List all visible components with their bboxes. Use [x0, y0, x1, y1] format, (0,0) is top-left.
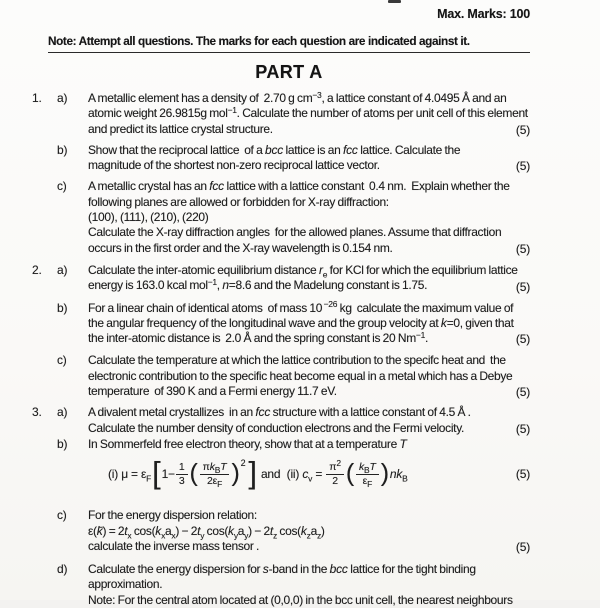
question-body — [88, 143, 530, 174]
question-number: 2. — [32, 262, 42, 277]
marks-label: (5) — [515, 421, 530, 436]
question-number — [32, 562, 57, 608]
marks-label: (5) — [515, 540, 530, 555]
question-number-block — [32, 508, 88, 554]
question-1c — [32, 179, 530, 255]
question-3a — [32, 405, 530, 436]
question-2c — [32, 353, 530, 399]
question-text: Calculate the energy dispersion for s-band in the bcc lattice for the tight binding approximation. Note: For the central atom located at (0,0,0) in the bcc unit cell, the nearest neighbours — [88, 562, 513, 607]
question-body — [88, 562, 530, 608]
question-body — [88, 437, 530, 496]
question-text: Calculate the temperature at which the lattice contribution to the specifc heat and the electronic contribution to the specific heat become equal in a metal which has a Debye temperature of 390 K and a Fermi energy 11.7 eV. — [88, 353, 513, 399]
question-3d — [32, 562, 530, 608]
question-number-block — [32, 179, 88, 255]
part-a-title: PART A — [255, 62, 323, 82]
question-3b — [32, 437, 530, 496]
question-text: Calculate the inter-atomic equilibrium distance $r_e$ for KCl for which the equilibrium lattice energy is 163.0 kcal mol$^{-1}$, n=8.6 and the Madelung constant is 1.75. — [88, 262, 518, 293]
question-number-block — [32, 562, 88, 608]
question-body — [88, 301, 530, 347]
marks-label: (5) — [515, 385, 530, 400]
question-number — [32, 143, 57, 174]
question-text: For the energy dispersion relation: — [88, 508, 257, 523]
question-letter: c) — [57, 508, 67, 523]
question-text: A metallic element has a density of 2.70 g $cm^{-3}$, a lattice constant of 4.0495 Å and an atomic weight 26.9815g mol$^{-1}$. Calculate the number of atoms per unit cell of this element and predict its lattice crystal structure. — [88, 89, 528, 136]
question-letter: b) — [57, 300, 68, 315]
question-text: Show that the reciprocal lattice of a bcc lattice is an fcc lattice. Calculate the magnitude of the shortest non-zero reciprocal lattice vector. — [88, 142, 461, 173]
question-number: 1. — [32, 91, 42, 105]
note-instruction: Note: Attempt all questions. The marks for each question are indicated against it. — [48, 34, 530, 53]
question-number-block — [32, 91, 88, 137]
question-body — [88, 179, 530, 255]
question-number — [32, 437, 57, 496]
marks-label: (5) — [515, 279, 530, 294]
question-text: calculate the inverse mass tensor . — [88, 538, 260, 553]
question-number-block — [32, 353, 88, 399]
question-letter: a) — [57, 262, 68, 277]
marks-label: (5) — [515, 467, 530, 482]
question-letter: b) — [57, 436, 68, 451]
question-body — [88, 405, 530, 436]
question-letter: a) — [57, 91, 68, 105]
question-text: A divalent metal crystallizes in an fcc structure with a lattice constant of 4.5 Å . Calculate the number density of conduction electrons and the Fermi velocity. — [88, 405, 471, 435]
question-letter: d) — [57, 562, 68, 577]
page-content — [32, 0, 530, 608]
question-1a — [32, 91, 530, 137]
question-2b — [32, 301, 530, 347]
question-text: A metallic crystal has an fcc lattice with a lattice constant 0.4 nm. Explain whether the following planes are allowed or forbidden for X-ray diffraction: — [88, 179, 510, 209]
question-2a — [32, 263, 530, 294]
question-body — [88, 353, 530, 399]
question-number-block — [32, 437, 88, 496]
marks-label: (5) — [515, 159, 530, 174]
question-number: 3. — [32, 405, 42, 420]
question-1b — [32, 143, 530, 174]
question-number-block — [32, 143, 88, 174]
question-number-block — [32, 301, 88, 347]
question-letter: c) — [57, 353, 67, 368]
question-number-block — [32, 263, 88, 294]
marks-label: (5) — [515, 332, 530, 347]
marks-label: (5) — [515, 241, 530, 256]
question-text: Calculate the X-ray diffraction angles for the allowed planes. Assume that diffraction occurs in the first order and the X-ray wavelength is 0.154 nm. — [88, 225, 502, 255]
question-body — [88, 91, 530, 137]
marks-label: (5) — [515, 122, 530, 137]
question-body — [88, 508, 530, 554]
formula-row — [108, 455, 530, 493]
planes-list: (100), (111), (210), (220) — [88, 210, 209, 225]
question-body — [88, 263, 530, 294]
question-letter: a) — [57, 405, 68, 420]
question-letter: c) — [57, 179, 67, 194]
question-text: In Sommerfeld free electron theory, show that at a temperature T — [88, 436, 407, 451]
question-number — [32, 353, 57, 399]
question-number-block — [32, 405, 88, 436]
question-number — [32, 508, 57, 554]
formula-energy-dispersion: ε(k̄) = $2t_x$ $\cos(k_xa_x) - 2t_y$ $\cos(k_ya_y) - 2t_z$ $\cos(k_za_z)$ — [88, 523, 325, 540]
question-number — [32, 179, 57, 255]
question-letter: b) — [57, 142, 68, 157]
question-number — [32, 301, 57, 347]
max-marks-label: Max. Marks: 100 — [437, 7, 530, 21]
question-3c — [32, 508, 530, 554]
question-text: For a linear chain of identical atoms of mass 10 $^{-26}$ kg calculate the maximum value of the angular frequency of the longitudinal wave and the group velocity at k=0, given that the inter-atomic distance is 2.0 Å and the spring constant is 20 $Nm^{-1}$. — [88, 299, 514, 346]
formula-chemical-potential-and-cv: (i) $\mu = \varepsilon_F$ [ 1− $\frac{1}{3}$ ( $\pi k_BT$ $2\varepsilon_F$ ) 2 ] and (ii) $c_v$ = $\frac{\pi^2}{2}$ ( $k_BT$ $\varepsilon_F$ ) $nk_B$ — [108, 455, 408, 491]
